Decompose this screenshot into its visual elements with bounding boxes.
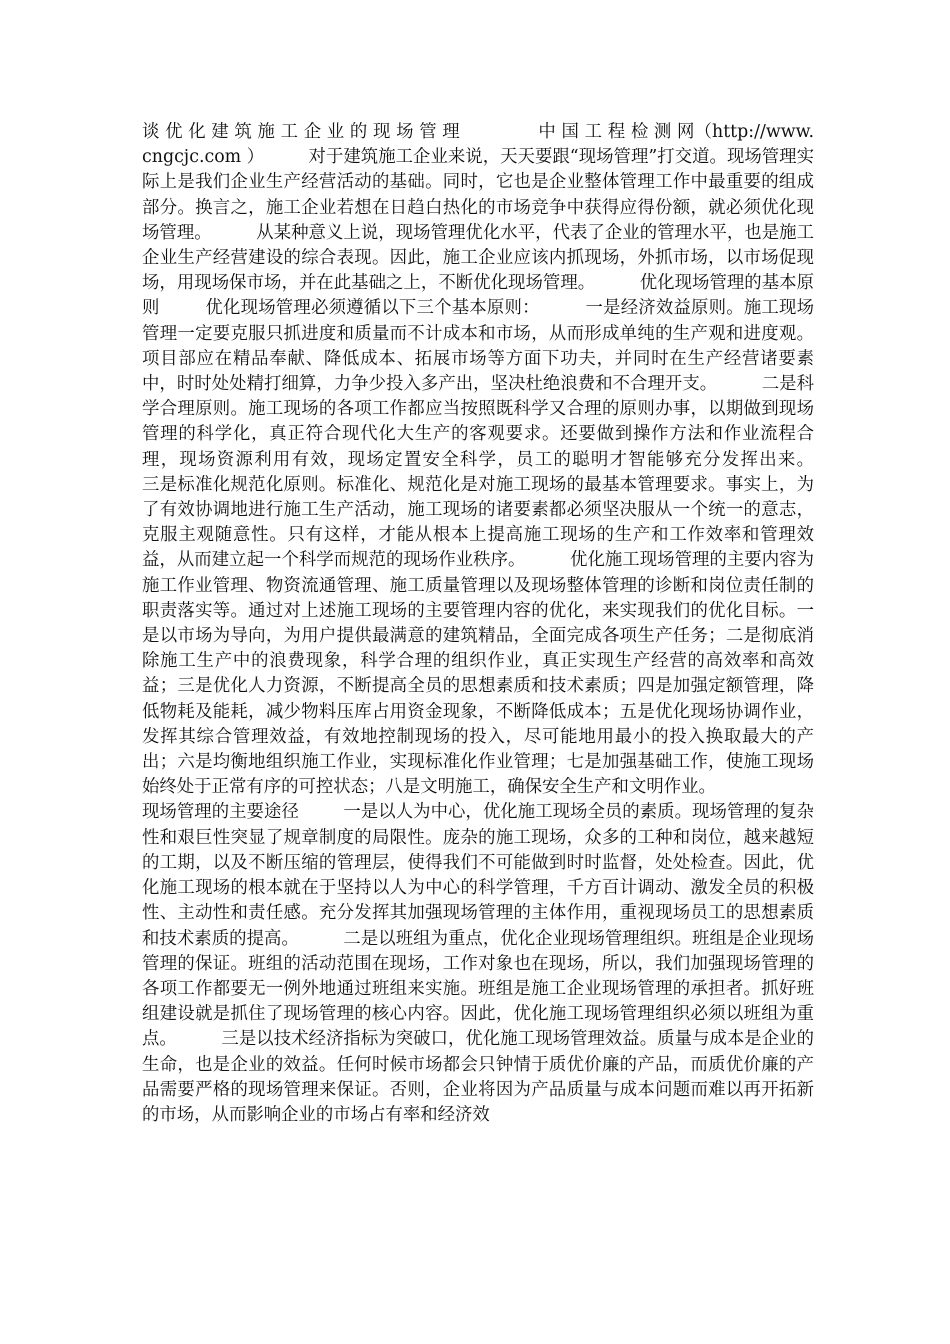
paragraph-intro: 谈 优 化 建 筑 施 工 企 业 的 现 场 管 理 中 国 工 程 检 测 网（http://www.cngcjc.com ） 对于建筑施工企业来说，天天要跟“现场管理”打交道。现场管理实际上是我们企业生产经营活动的基础。同时，它也是企业整体管理工作中最重要的组成部分。换言之，施工企业若想在日趋白热化的市场竞争中获得应得份额，就必须优化现场管理。 从某种意义上说，现场管理优化水平，代表了企业的管理水平，也是施工企业生产经营建设的综合表现。因此，施工企业应该内抓现场，外抓市场，以市场促现场，用现场保市场，并在此基础之上，不断优化现场管理。 优化现场管理的基本原则 优化现场管理必须遵循以下三个基本原则： 一是经济效益原则。施工现场管理一定要克服只抓进度和质量而不计成本和市场，从而形成单纯的生产观和进度观。项目部应在精品奉献、降低成本、拓展市场等方面下功夫，并同时在生产经营诸要素中，时时处处精打细算，力争少投入多产出，坚决杜绝浪费和不合理开支。 二是科学合理原则。施工现场的各项工作都应当按照既科学又合理的原则办事，以期做到现场管理的科学化，真正符合现代化大生产的客观要求。还要做到操作方法和作业流程合理，现场资源利用有效，现场定置安全科学，员工的聪明才智能够充分发挥出来。 三是标准化规范化原则。标准化、规范化是对施工现场的最基本管理要求。事实上，为了有效协调地进行施工生产活动，施工现场的诸要素都必须坚决服从一个统一的意志，克服主观随意性。只有这样，才能从根本上提高施工现场的生产和工作效率和管理效益，从而建立起一个科学而规范的现场作业秩序。 优化施工现场管理的主要内容为施工作业管理、物资流通管理、施工质量管理以及现场整体管理的诊断和岗位责任制的职责落实等。通过对上述施工现场的主要管理内容的优化，来实现我们的优化目标。一是以市场为导向，为用户提供最满意的建筑精品，全面完成各项生产任务；二是彻底消除施工生产中的浪费现象，科学合理的组织作业，真正实现生产经营的高效率和高效益；三是优化人力资源，不断提高全员的思想素质和技术素质；四是加强定额管理，降低物耗及能耗，减少物料压库占用资金现象，不断降低成本；五是优化现场协调作业，发挥其综合管理效益，有效地控制现场的投入，尽可能地用最小的投入换取最大的产出；六是均衡地组织施工作业，实现标准化作业管理；七是加强基础工作，使施工现场始终处于正常有序的可控状态；八是文明施工，确保安全生产和文明作业。 <box>142 122 859 798</box>
article-body <box>142 120 859 1128</box>
paragraph-approaches: 现场管理的主要途径 一是以人为中心，优化施工现场全员的素质。现场管理的复杂性和艰巨性突显了规章制度的局限性。庞杂的施工现场，众多的工种和岗位，越来越短的工期，以及不断压缩的管理层，使得我们不可能做到时时监督，处处检查。因此，优化施工现场的根本就在于坚持以人为中心的科学管理，千方百计调动、激发全员的积极性、主动性和责任感。充分发挥其加强现场管理的主体作用，重视现场员工的思想素质和技术素质的提高。 二是以班组为重点，优化企业现场管理组织。班组是企业现场管理的保证。班组的活动范围在现场，工作对象也在现场，所以，我们加强现场管理的各项工作都要无一例外地通过班组来实施。班组是施工企业现场管理的承担者。抓好班组建设就是抓住了现场管理的核心内容。因此，优化施工现场管理组织必须以班组为重点。 三是以技术经济指标为突破口，优化施工现场管理效益。质量与成本是企业的生命，也是企业的效益。任何时候市场都会只钟情于质优价廉的产品，而质优价廉的产品需要严格的现场管理来保证。否则，企业将因为产品质量与成本问题而难以再开拓新的市场，从而影响企业的市场占有率和经济效 <box>142 802 814 1125</box>
